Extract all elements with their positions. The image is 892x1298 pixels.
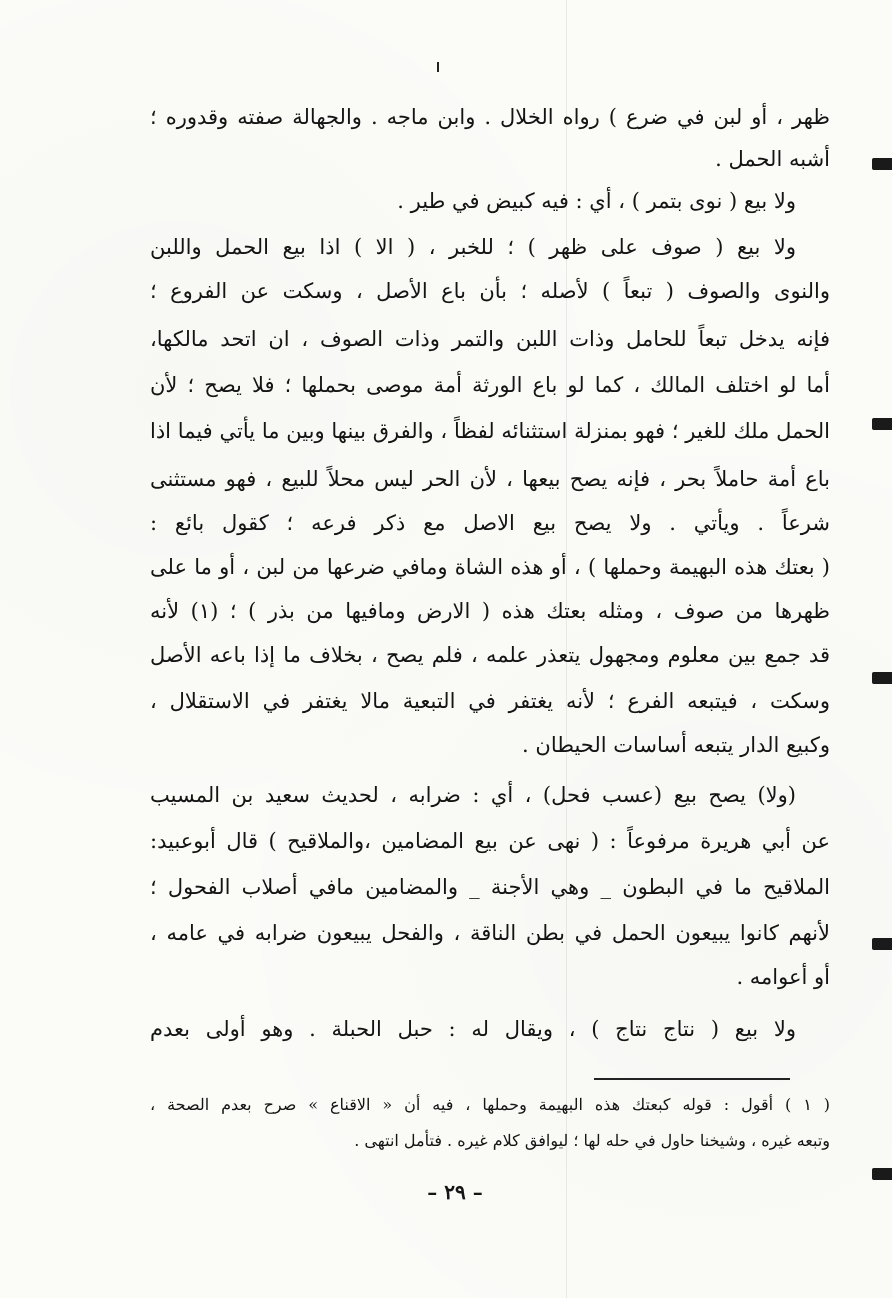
text-line: وكبيع الدار يتبعه أساسات الحيطان . (522, 733, 830, 757)
text-line: ولا بيع ( نوى بتمر ) ، أي : فيه كبيض في طير . (397, 189, 796, 213)
text-line: وسكت ، فيتبعه الفرع ؛ لأنه يغتفر في التبعية مالا يغتفر في الاستقلال ، (150, 689, 830, 713)
text-line: الحمل ملك للغير ؛ فهو بمنزلة استثنائه لفظاً ، والفرق بينها وبين ما يأتي فيما اذا (150, 419, 830, 443)
text-line: عن أبي هريرة مرفوعاً : ( نهى عن بيع المضامين ،والملاقيح ) قال أبوعبيد: (150, 829, 830, 853)
text-line: الملاقيح ما في البطون _ وهي الأجنة _ والمضامين مافي أصلاب الفحول ؛ (150, 875, 830, 899)
text-line: ولا بيع ( نتاج نتاج ) ، ويقال له : حبل الحبلة . وهو أولى بعدم (150, 1017, 796, 1041)
binding-mark (872, 158, 892, 170)
page-number: – ٢٩ – (427, 1180, 483, 1204)
footnote-line: وتبعه غيره ، وشيخنا حاول في حله لها ؛ ليوافق كلام غيره . فتأمل انتهى . (354, 1131, 830, 1150)
text-line: أشبه الحمل . (715, 147, 830, 171)
text-line: باع أمة حاملاً بحر ، فإنه يصح بيعها ، لأن الحر ليس محلاً للبيع ، فهو مستثنى (150, 467, 830, 491)
footnote-line: ( ١ ) أقول : قوله كبعتك هذه البهيمة وحملها ، فيه أن « الاقناع » صرح بعدم الصحة ، (150, 1095, 831, 1114)
text-line: أما لو اختلف المالك ، كما لو باع الورثة أمة موصى بحملها ؛ فلا يصح ؛ لأن (150, 373, 830, 397)
text-line: فإنه يدخل تبعاً للحامل وذات اللبن والتمر وذات الصوف ، ان اتحد مالكها، (150, 327, 830, 351)
text-line: شرعاً . ويأتي . ولا يصح بيع الاصل مع ذكر فرعه ؛ كقول بائع : (150, 511, 830, 535)
text-line: ظهرها من صوف ، ومثله بعتك هذه ( الارض ومافيها من بذر ) ؛ (١) لأنه (150, 599, 830, 623)
binding-mark (872, 938, 892, 950)
text-line: والنوى والصوف ( تبعاً ) لأصله ؛ بأن باع الأصل ، وسكت عن الفروع ؛ (150, 279, 830, 303)
text-line: (ولا) يصح بيع (عسب فحل) ، أي : ضرابه ، لحديث سعيد بن المسيب (150, 783, 796, 807)
binding-mark (872, 1168, 892, 1180)
binding-mark (872, 672, 892, 684)
text-line: ولا بيع ( صوف على ظهر ) ؛ للخبر ، ( الا ) اذا بيع الحمل واللبن (150, 235, 796, 259)
text-line: قد جمع بين معلوم ومجهول يتعذر علمه ، فلم يصح ، بخلاف ما إذا باعه الأصل (150, 643, 830, 667)
binding-mark (872, 418, 892, 430)
text-line: ( بعتك هذه البهيمة وحملها ) ، أو هذه الشاة ومافي ضرعها من لبن ، أو ما على (150, 555, 830, 579)
top-mark (437, 62, 439, 72)
footnote-divider (594, 1078, 790, 1080)
text-line: أو أعوامه . (736, 965, 830, 989)
text-line: ظهر ، أو لبن في ضرع ) رواه الخلال . وابن ماجه . والجهالة صفته وقدوره ؛ (150, 105, 830, 129)
text-line: لأنهم كانوا يبيعون الحمل في بطن الناقة ، والفحل يبيعون ضرابه في عامه ، (150, 921, 830, 945)
